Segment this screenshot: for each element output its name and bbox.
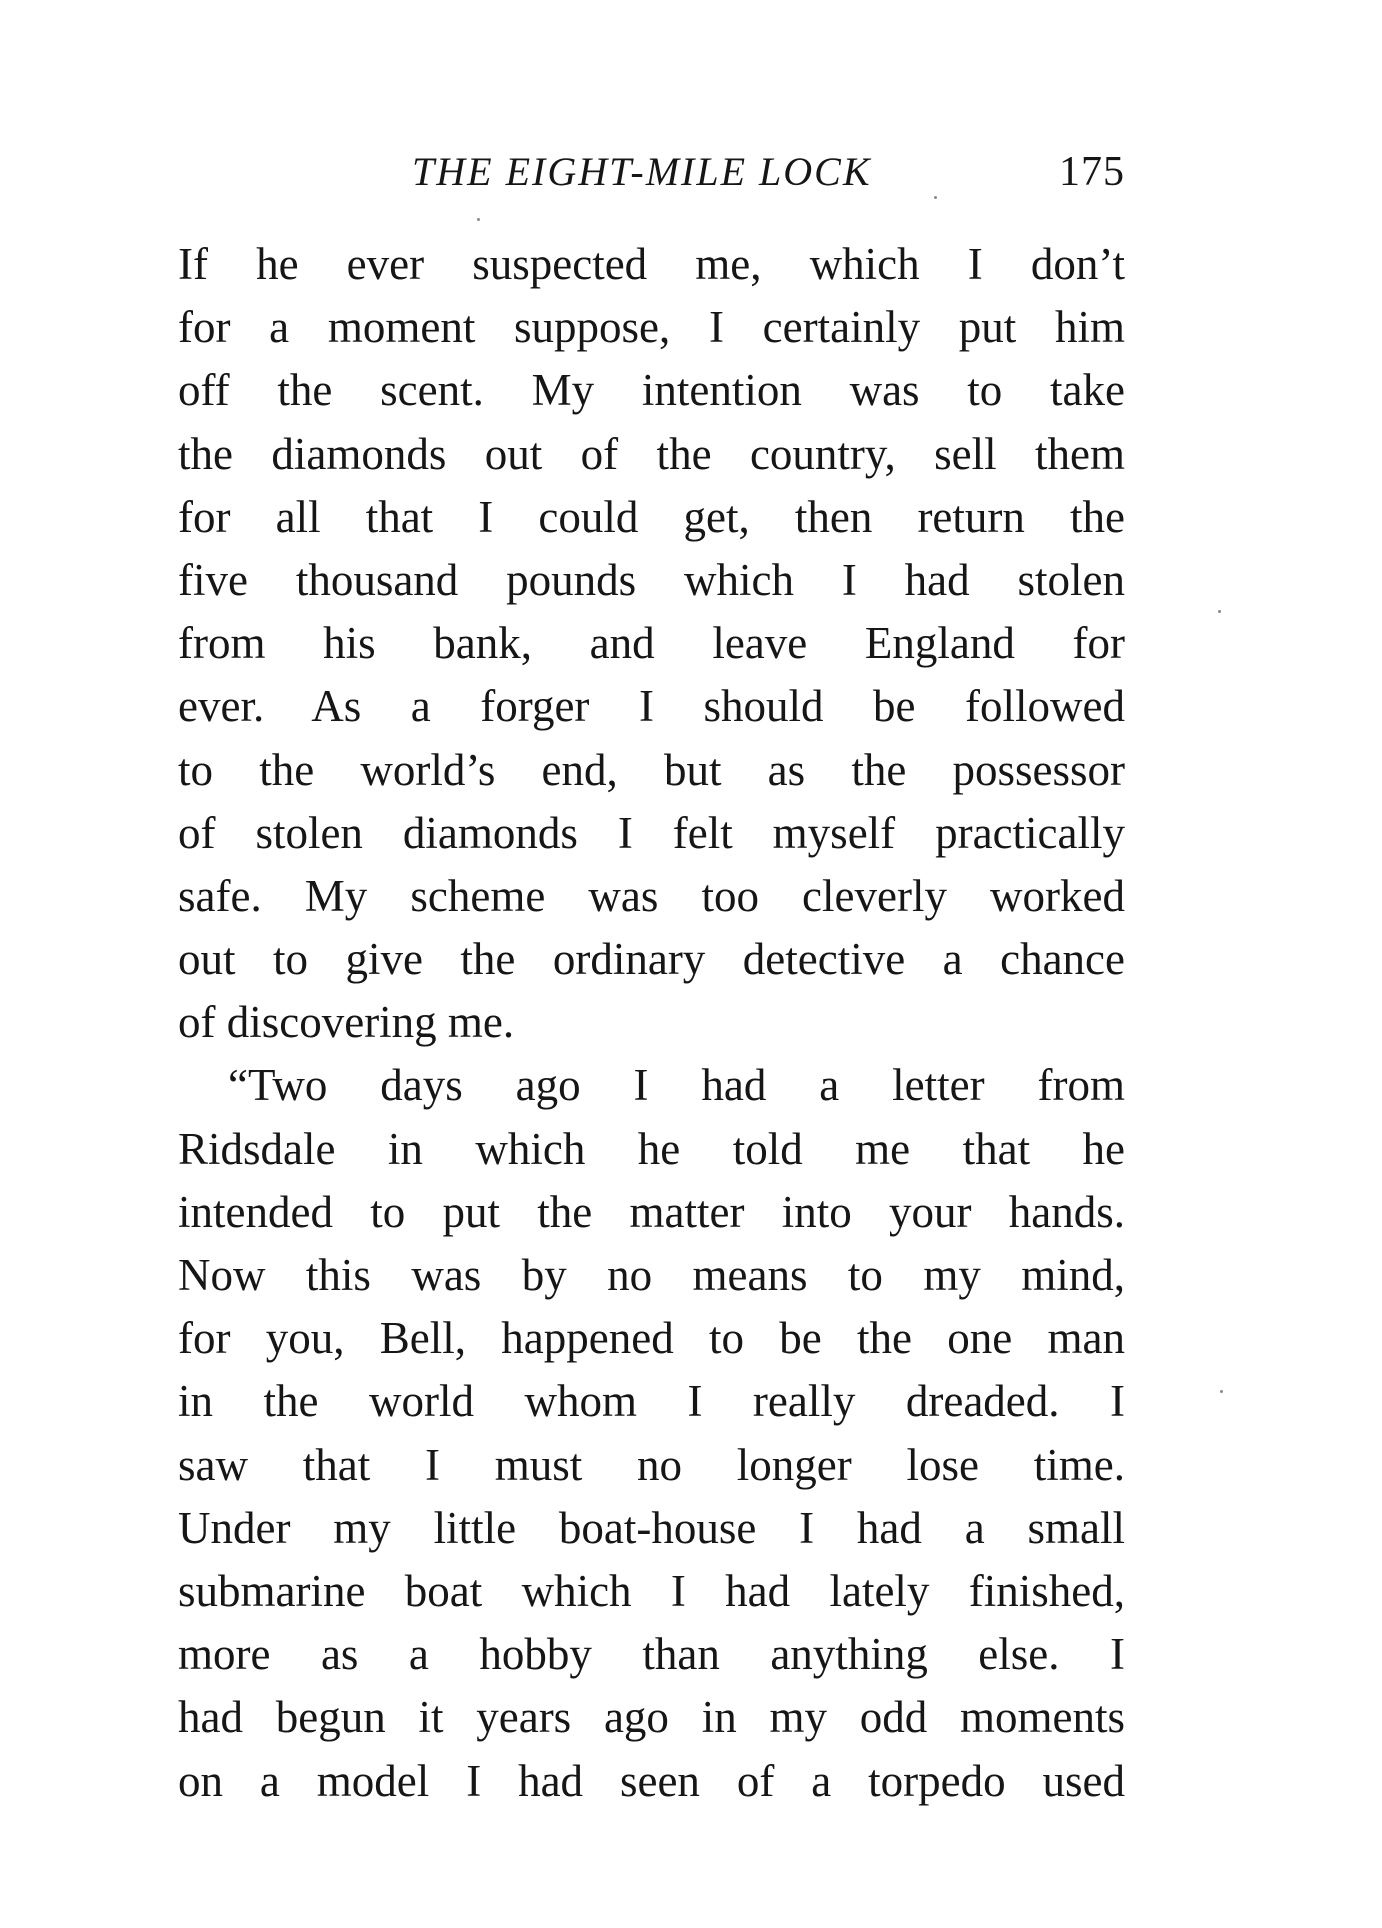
text-line: on a model I had seen of a torpedo used [178,1755,1125,1806]
text-line: Under my little boat-house I had a small [178,1502,1125,1553]
text-line: out to give the ordinary detective a chance [178,934,1125,985]
text-line: Now this was by no means to my mind, [178,1250,1125,1300]
scan-speck [1218,610,1221,613]
text-line: saw that I must no longer lose time. [178,1439,1125,1490]
text-line: Ridsdale in which he told me that he [178,1123,1125,1174]
body-text [178,233,1125,1813]
page-number: 175 [1059,149,1125,195]
text-line: “Two days ago I had a letter from [228,1060,1125,1111]
text-line: to the world’s end, but as the possessor [178,744,1125,795]
scan-speck [1220,1390,1223,1393]
scan-speck [477,218,480,221]
text-line: in the world whom I really dreaded. I [178,1376,1125,1427]
scan-speck [934,196,937,199]
text-line: from his bank, and leave England for [178,618,1125,669]
text-line: If he ever suspected me, which I don’t [178,239,1125,289]
running-head [178,148,1125,208]
text-line: ever. As a forger I should be followed [178,681,1125,732]
text-line: off the scent. My intention was to take [178,365,1125,416]
text-line: of stolen diamonds I felt myself practically [178,807,1125,858]
text-line: intended to put the matter into your hands. [178,1186,1125,1237]
text-line: safe. My scheme was too cleverly worked [178,870,1125,921]
running-title: THE EIGHT-MILE LOCK [412,149,872,194]
text-line: more as a hobby than anything else. I [178,1629,1125,1680]
text-line: the diamonds out of the country, sell them [178,428,1125,479]
text-line: of discovering me. [178,997,515,1048]
text-line: submarine boat which I had lately finished, [178,1565,1125,1616]
text-line: for all that I could get, then return the [178,491,1125,542]
text-line: had begun it years ago in my odd moments [178,1692,1125,1743]
text-line: five thousand pounds which I had stolen [178,554,1125,605]
text-line: for you, Bell, happened to be the one man [178,1313,1125,1364]
text-line: for a moment suppose, I certainly put him [178,302,1125,353]
